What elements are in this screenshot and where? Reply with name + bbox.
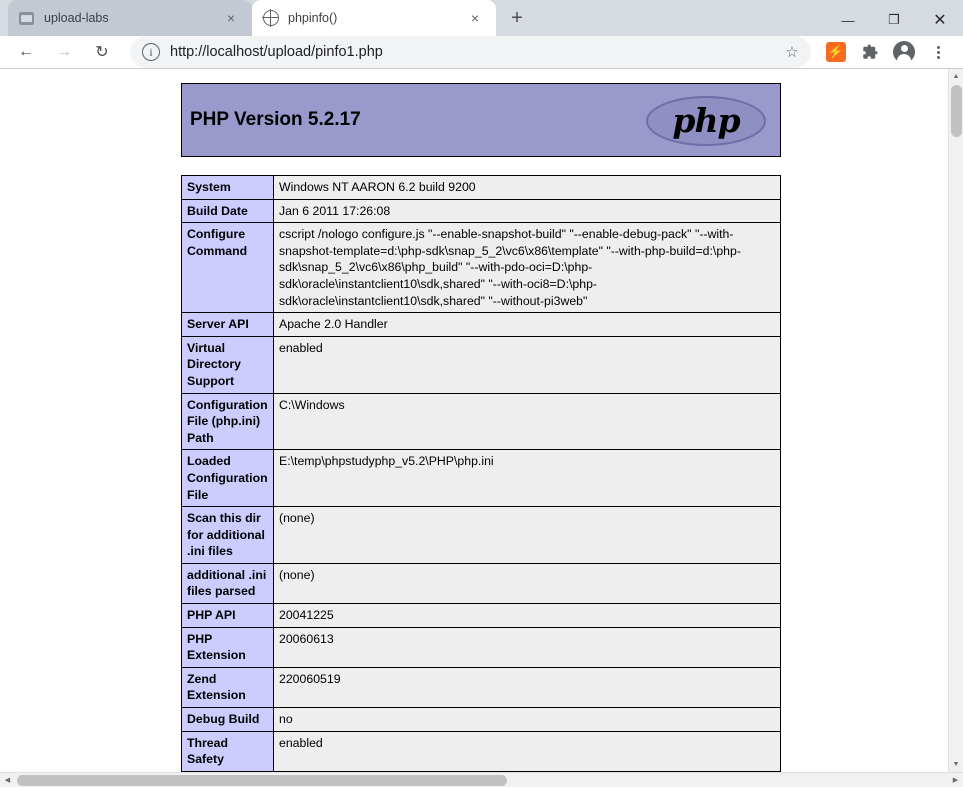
row-key: Server API — [182, 313, 274, 337]
row-key: PHP Extension — [182, 627, 274, 667]
table-row — [182, 336, 781, 393]
row-value: C:\Windows — [274, 393, 781, 450]
window-controls — [825, 0, 963, 40]
phpinfo-table — [181, 175, 781, 772]
row-value: (none) — [274, 507, 781, 564]
php-version-title: PHP Version 5.2.17 — [190, 109, 361, 130]
row-key: Thread Safety — [182, 731, 274, 771]
new-tab-button[interactable]: + — [511, 6, 523, 29]
row-value: enabled — [274, 336, 781, 393]
bookmark-star-icon[interactable]: ☆ — [785, 44, 799, 61]
table-row — [182, 393, 781, 450]
horizontal-scroll-thumb[interactable] — [17, 775, 507, 786]
forward-button-icon[interactable]: → — [56, 43, 72, 60]
image-favicon-icon — [18, 10, 35, 27]
scroll-left-icon[interactable]: ◀ — [4, 776, 11, 784]
reload-button-icon[interactable]: ↻ — [95, 44, 109, 61]
table-row — [182, 627, 781, 667]
row-key: Zend Extension — [182, 667, 274, 707]
row-key: Scan this dir for additional .ini files — [182, 507, 274, 564]
row-value: E:\temp\phpstudyphp_v5.2\PHP\php.ini — [274, 450, 781, 507]
scroll-up-icon[interactable]: ▲ — [952, 73, 960, 80]
back-button-icon[interactable]: ← — [18, 43, 34, 60]
table-row — [182, 731, 781, 771]
table-row — [182, 313, 781, 337]
table-row — [182, 176, 781, 200]
row-key: System — [182, 176, 274, 200]
phpinfo-banner — [181, 83, 781, 157]
row-value: 20041225 — [274, 604, 781, 628]
tab-phpinfo[interactable] — [252, 0, 496, 36]
vertical-scrollbar[interactable] — [948, 69, 963, 772]
site-info-icon[interactable]: i — [142, 43, 160, 61]
tab-close-icon[interactable]: × — [470, 10, 480, 26]
row-value: 20060613 — [274, 627, 781, 667]
table-row — [182, 667, 781, 707]
page-viewport — [0, 69, 963, 772]
row-value: cscript /nologo configure.js "--enable-snapshot-build" "--enable-debug-pack" "--with-snapshot-template=d:\php-sdk\snap_5_2\vc6\x86\template" "--with-php-build=d:\php-sdk\snap_5_2\vc6\x86\php_build" "--with-pdo-oci=D:\php-sdk\oracle\instantclient10\sdk,shared" "--with-oci8=D:\php-sdk\oracle\instantclient10\sdk,shared" "--without-pi3web" — [274, 223, 781, 313]
row-value: Windows NT AARON 6.2 build 9200 — [274, 176, 781, 200]
row-value: Jan 6 2011 17:26:08 — [274, 199, 781, 223]
table-row — [182, 507, 781, 564]
table-row — [182, 708, 781, 732]
row-value: no — [274, 708, 781, 732]
horizontal-scrollbar[interactable] — [0, 772, 963, 787]
table-row — [182, 604, 781, 628]
maximize-button[interactable]: ❐ — [888, 12, 900, 27]
php-logo-text: php — [672, 100, 740, 140]
row-value: (none) — [274, 563, 781, 603]
extensions-puzzle-icon[interactable] — [855, 37, 885, 67]
vertical-scroll-thumb[interactable] — [951, 85, 962, 137]
row-key: Debug Build — [182, 708, 274, 732]
table-row — [182, 223, 781, 313]
row-key: PHP API — [182, 604, 274, 628]
extension-badge-icon[interactable]: ⚡ — [821, 37, 851, 67]
tab-upload-labs[interactable] — [8, 0, 252, 36]
browser-menu-icon[interactable] — [923, 37, 953, 67]
row-key: Configuration File (php.ini) Path — [182, 393, 274, 450]
row-value: enabled — [274, 731, 781, 771]
minimize-button[interactable]: — — [841, 12, 855, 28]
table-row — [182, 563, 781, 603]
row-key: additional .ini files parsed — [182, 563, 274, 603]
address-bar[interactable] — [130, 36, 811, 68]
profile-avatar-icon[interactable] — [889, 37, 919, 67]
php-logo-icon — [646, 90, 766, 150]
row-key: Build Date — [182, 199, 274, 223]
table-row — [182, 450, 781, 507]
browser-toolbar — [0, 36, 963, 69]
tab-close-icon[interactable]: × — [226, 10, 236, 26]
url-text: http://localhost/upload/pinfo1.php — [170, 44, 383, 60]
row-key: Configure Command — [182, 223, 274, 313]
row-value: Apache 2.0 Handler — [274, 313, 781, 337]
tab-strip — [0, 0, 963, 36]
close-window-button[interactable]: ✕ — [933, 12, 947, 29]
tab-title: upload-labs — [44, 11, 109, 25]
tab-title: phpinfo() — [288, 11, 338, 25]
row-key: Virtual Directory Support — [182, 336, 274, 393]
scroll-right-icon[interactable]: ▶ — [952, 776, 959, 784]
row-value: 220060519 — [274, 667, 781, 707]
table-row — [182, 199, 781, 223]
scroll-down-icon[interactable]: ▼ — [952, 760, 960, 768]
phpinfo-page — [14, 69, 948, 772]
row-key: Loaded Configuration File — [182, 450, 274, 507]
globe-favicon-icon — [262, 10, 279, 27]
page-left-gutter — [0, 69, 14, 772]
